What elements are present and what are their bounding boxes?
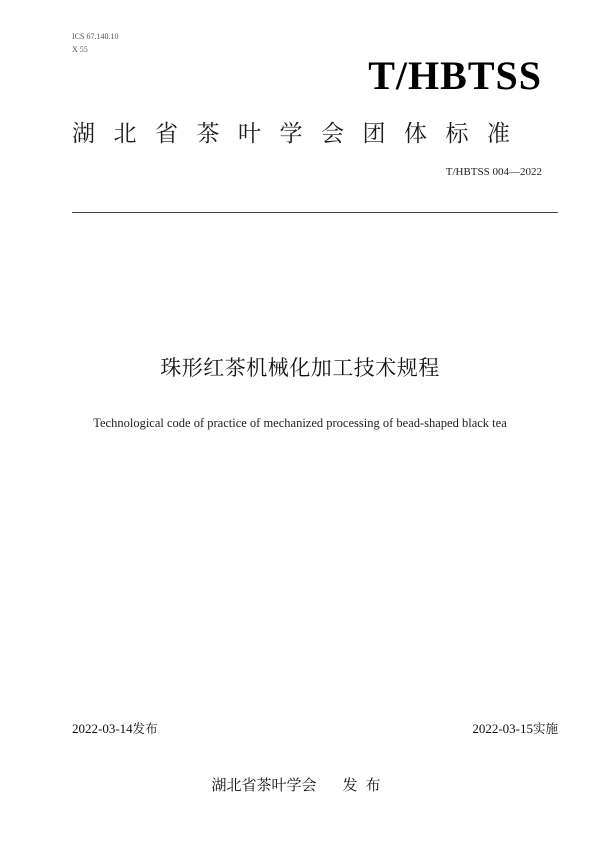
release-date (72, 719, 158, 737)
effective-date-value: 2022-03-15 (472, 721, 533, 736)
issuer-action: 发布 (342, 776, 389, 794)
standard-number: T/HBTSS 004—2022 (445, 166, 542, 178)
issuer-name: 湖北省茶叶学会 (211, 776, 317, 794)
document-title-english: Technological code of practice of mechanized processing of bead-shaped black tea (93, 416, 507, 430)
effective-label: 实施 (532, 721, 558, 736)
release-label: 发布 (132, 721, 158, 736)
ccs-code: X 55 (72, 45, 88, 54)
organization-standard-title: 湖北省茶叶学会团体标准 (72, 121, 529, 147)
classification-codes (72, 30, 118, 56)
standard-code-logo: T/HBTSS (368, 53, 542, 98)
release-date-value: 2022-03-14 (72, 721, 133, 736)
document-title-chinese: 珠形红茶机械化加工技术规程 (160, 356, 440, 380)
issuer-line (0, 774, 600, 795)
ics-code: ICS 67.140.10 (72, 32, 119, 41)
effective-date (472, 719, 558, 737)
header-divider (72, 212, 558, 213)
